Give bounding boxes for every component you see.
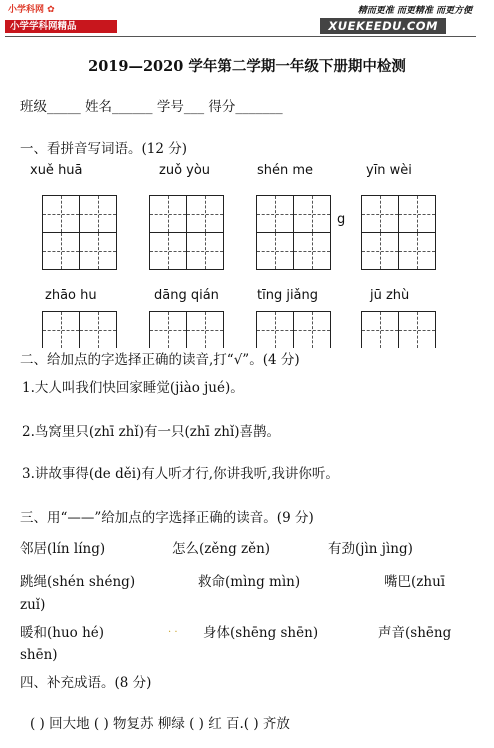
header-slogan: 精而更准 而更精准 而更方便 bbox=[357, 6, 472, 16]
site-banner: XUEKEEDU.COM bbox=[320, 18, 446, 34]
pinyin-7: tīng jiǎng bbox=[257, 288, 319, 303]
q1-heading: 一、看拼音写词语。(12 分) bbox=[20, 141, 188, 157]
pinyin-1: xuě huā bbox=[30, 163, 83, 178]
q3-item-6: 嘴巴(zhuī bbox=[384, 574, 446, 590]
page-title: 2019—2020 学年第二学期一年级下册期中检测 bbox=[88, 58, 406, 75]
q3-item-2: 怎么(zěng zěn) bbox=[172, 541, 271, 557]
pinyin-2: zuǒ yòu bbox=[159, 163, 211, 178]
pinyin-4: yīn wèi bbox=[366, 163, 412, 178]
q3-item-6-cont: zuǐ) bbox=[20, 597, 46, 613]
emphasis-dots: . . bbox=[168, 624, 178, 635]
q3-item-7: 暖和(huo hé) bbox=[20, 625, 105, 641]
header-divider bbox=[5, 36, 476, 37]
q3-heading: 三、用“——”给加点的字选择正确的读音。(9 分) bbox=[20, 510, 314, 526]
answer-grid-2[interactable] bbox=[149, 195, 224, 270]
stray-letter: g bbox=[337, 212, 346, 227]
q3-item-9-cont: shēn) bbox=[20, 647, 58, 663]
q3-item-8: 身体(shēng shēn) bbox=[203, 625, 319, 641]
pinyin-3: shén me bbox=[257, 163, 314, 178]
answer-grid-3[interactable] bbox=[256, 195, 331, 270]
q3-item-4: 跳绳(shén shéng) bbox=[20, 574, 136, 590]
q4-heading: 四、补充成语。(8 分) bbox=[20, 675, 152, 691]
pinyin-8: jū zhù bbox=[370, 288, 410, 303]
answer-grid-7[interactable] bbox=[256, 311, 331, 348]
q2-heading: 二、给加点的字选择正确的读音,打“√”。(4 分) bbox=[20, 348, 304, 368]
answer-grid-8[interactable] bbox=[361, 311, 436, 348]
q2-item-3: 3.讲故事得(de děi)有人听才行,你讲我听,我讲你听。 bbox=[22, 466, 339, 482]
info-line: 班级_____ 姓名______ 学号___ 得分_______ bbox=[20, 99, 283, 115]
q2-item-2: 2.鸟窝里只(zhī zhǐ)有一只(zhī zhǐ)喜鹊。 bbox=[22, 424, 281, 440]
q3-item-9: 声音(shēng bbox=[378, 625, 452, 641]
answer-grid-1[interactable] bbox=[42, 195, 117, 270]
logo-subtitle: 小学学科网精品 bbox=[10, 21, 77, 32]
pinyin-6: dāng qián bbox=[154, 288, 219, 303]
pinyin-5: zhāo hu bbox=[45, 288, 97, 303]
q3-item-1: 邻居(lín líng) bbox=[20, 541, 106, 557]
logo: 小学科网 ✿ bbox=[8, 5, 55, 15]
q3-item-5: 救命(mìng mìn) bbox=[198, 574, 301, 590]
q2-item-1: 1.大人叫我们快回家睡觉(jiào jué)。 bbox=[22, 380, 244, 396]
q3-item-3: 有劲(jìn jìng) bbox=[328, 541, 413, 557]
q4-line: ( ) 回大地 ( ) 物复苏 柳绿 ( ) 红 百.( ) 齐放 bbox=[30, 716, 290, 732]
answer-grid-5[interactable] bbox=[42, 311, 117, 348]
answer-grid-6[interactable] bbox=[149, 311, 224, 348]
answer-grid-4[interactable] bbox=[361, 195, 436, 270]
